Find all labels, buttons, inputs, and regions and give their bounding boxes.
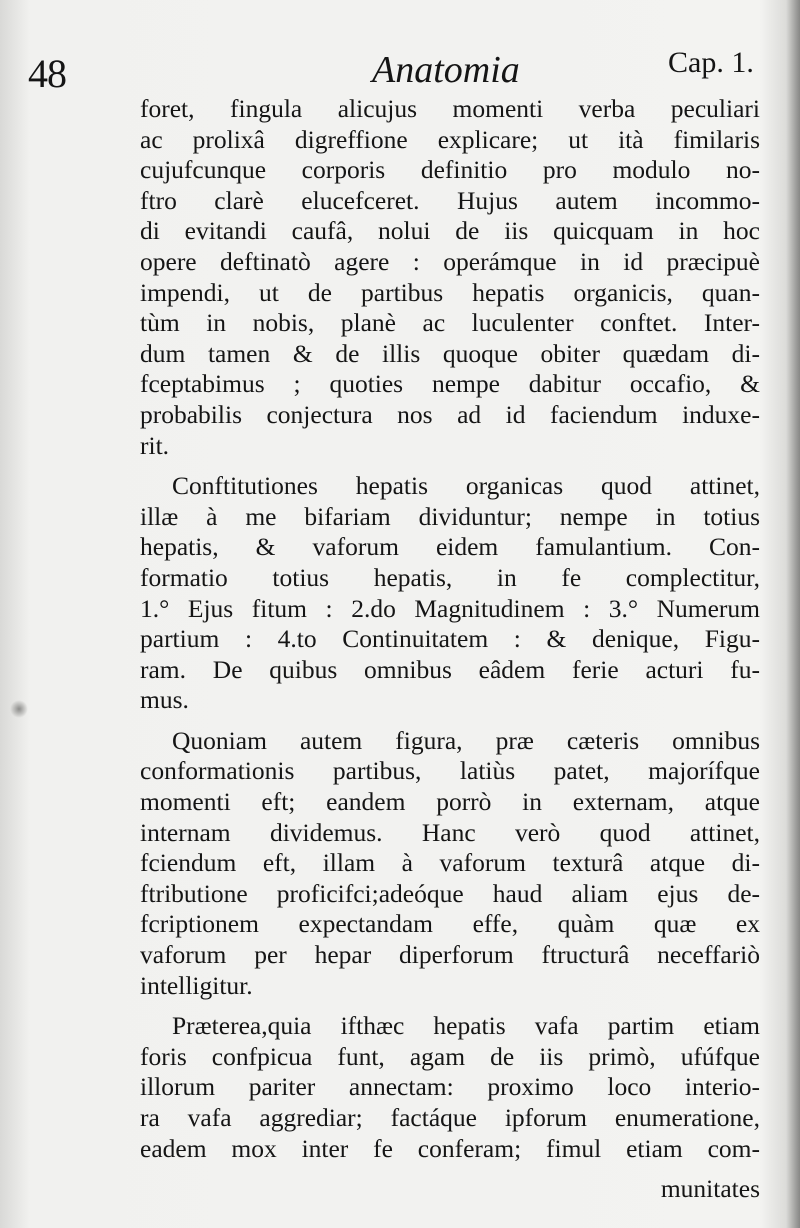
text-line: ftro clarè elucefceret. Hujus autem incommo- bbox=[140, 185, 760, 215]
page-header bbox=[0, 42, 800, 96]
text-line: 1.° Ejus fitum : 2.do Magnitudinem : 3.° Numerum bbox=[140, 593, 760, 623]
text-line: hepatis, & vaforum eidem famulantium. Con- bbox=[140, 532, 760, 562]
text-line: impendi, ut de partibus hepatis organicis, quan- bbox=[140, 277, 760, 307]
text-line: ftributione proficifci;adeóque haud aliam ejus de- bbox=[140, 878, 760, 908]
text-line: momenti eft; eandem porrò in externam, atque bbox=[140, 787, 760, 817]
text-line: Præterea,quia ifthæc hepatis vafa partim etiam bbox=[172, 1011, 760, 1041]
page-number: 48 bbox=[28, 51, 66, 96]
text-line: probabilis conjectura nos ad id faciendum induxe- bbox=[140, 399, 760, 429]
text-line: internam dividemus. Hanc verò quod attinet, bbox=[140, 817, 760, 847]
text-line: rit. bbox=[140, 430, 170, 460]
text-line: di evitandi caufâ, nolui de iis quicquam in hoc bbox=[140, 216, 760, 246]
body-text bbox=[140, 94, 760, 1205]
text-line: foret, fingula alicujus momenti verba peculiari bbox=[140, 94, 760, 123]
running-head: Anatomia bbox=[372, 49, 520, 91]
text-line: ac prolixâ digreffione explicare; ut ità fimilaris bbox=[140, 124, 760, 154]
paper-stain bbox=[10, 700, 28, 718]
text-line: ra vafa aggrediar; factáque ipforum enumeratione, bbox=[140, 1103, 760, 1132]
text-line: opere deftinatò agere : operámque in id præcipuè bbox=[140, 246, 760, 276]
text-line: partium : 4.to Continuitatem : & denique, Figu- bbox=[140, 624, 760, 654]
chapter-label: Cap. 1. bbox=[668, 46, 754, 79]
page-edge-shadow bbox=[786, 0, 800, 1228]
text-line: illorum pariter annectam: proximo loco interio- bbox=[140, 1072, 760, 1102]
text-line: illæ à me bifariam dividuntur; nempe in totius bbox=[140, 501, 760, 531]
text-line: dum tamen & de illis quoque obiter quædam di- bbox=[140, 338, 760, 368]
text-line: fciendum eft, illam à vaforum texturâ atque di- bbox=[140, 848, 760, 878]
text-line: formatio totius hepatis, in fe complectitur, bbox=[140, 562, 760, 592]
text-line: eadem mox inter fe conferam; fimul etiam com- bbox=[140, 1133, 760, 1163]
text-line: ram. De quibus omnibus eâdem ferie acturi fu- bbox=[140, 654, 760, 684]
text-line: Quoniam autem figura, præ cæteris omnibus bbox=[172, 725, 760, 755]
text-line: cujufcunque corporis definitio pro modulo no- bbox=[140, 155, 760, 185]
text-line: tùm in nobis, planè ac luculenter conftet. Inter- bbox=[140, 308, 760, 338]
text-line: conformationis partibus, latiùs patet, majorífque bbox=[140, 756, 760, 786]
catchword: munitates bbox=[660, 1174, 760, 1204]
text-line: foris confpicua funt, agam de iis primò, ufúfque bbox=[140, 1041, 760, 1071]
text-line: fceptabimus ; quoties nempe dabitur occafio, & bbox=[140, 369, 760, 399]
text-line: intelligitur. bbox=[140, 970, 253, 1000]
text-line: fcriptionem expectandam effe, quàm quæ ex bbox=[140, 909, 760, 939]
text-line: vaforum per hepar diperforum ftructurâ neceffariò bbox=[140, 940, 760, 970]
text-line: mus. bbox=[140, 685, 189, 715]
text-line: Conftitutiones hepatis organicas quod attinet, bbox=[172, 471, 760, 501]
